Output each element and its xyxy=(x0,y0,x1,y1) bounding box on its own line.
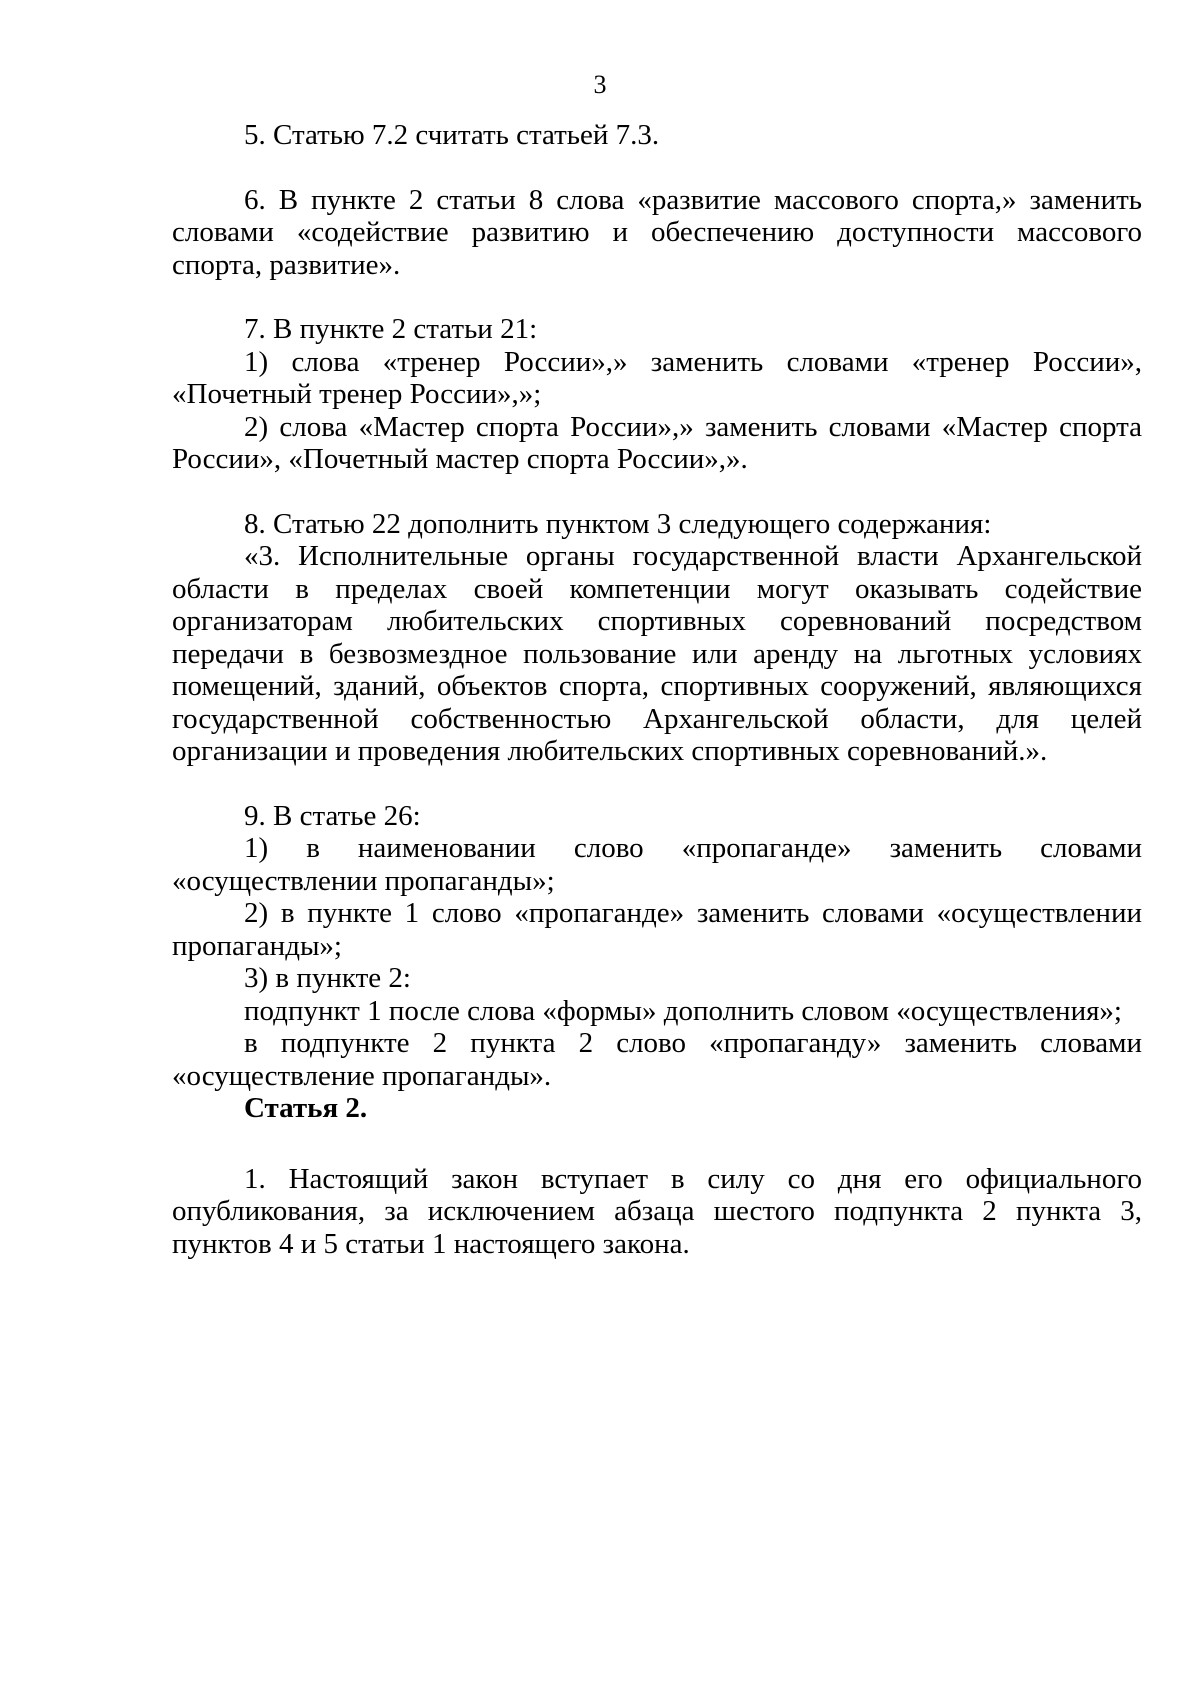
item-8-intro: 8. Статью 22 дополнить пунктом 3 следующего содержания: xyxy=(244,507,992,540)
item-8-quoted-text: «3. Исполнительные органы государственной власти Архангельской области в пределах своей компетенции могут оказывать содействие организаторам любительских спортивных соревнований посредством передачи в безвозмездное пользование или аренду на льготных условиях помещений, зданий, объектов спорта, спортивных сооружений, являющихся государственной собственностью Архангельской области, для целей организации и проведения любительских спортивных соревнований.». xyxy=(172,540,1142,767)
item-7-intro: 7. В пункте 2 статьи 21: xyxy=(244,313,538,345)
item-7-subitem-2: 2) слова «Мастер спорта России»,» заменить словами «Мастер спорта России», «Почетный мастер спорта России»,». xyxy=(172,410,1142,475)
item-6: 6. В пункте 2 статьи 8 слова «развитие массового спорта,» заменить словами «содействие развитию и обеспечению доступности массового спорта, развитие». xyxy=(172,183,1142,281)
document-body xyxy=(172,119,1142,1260)
item-9-intro: 9. В статье 26: xyxy=(244,799,421,832)
item-9-subitem-3b: в подпункте 2 пункта 2 слово «пропаганду» заменить словами «осуществление пропаганды». xyxy=(172,1027,1142,1092)
item-9-subitem-3: 3) в пункте 2: xyxy=(244,962,411,994)
item-7-subitem-1: 1) слова «тренер России»,» заменить словами «тренер России», «Почетный тренер России»,»; xyxy=(172,345,1142,410)
page-number: 3 xyxy=(593,70,607,99)
item-9-subitem-1: 1) в наименовании слово «пропаганде» заменить словами «осуществлении пропаганды»; xyxy=(172,832,1142,897)
item-5: 5. Статью 7.2 считать статьей 7.3. xyxy=(244,119,660,151)
article-2-item-1: 1. Настоящий закон вступает в силу со дня его официального опубликования, за исключением абзаца шестого подпункта 2 пункта 3, пунктов 4 и 5 статьи 1 настоящего закона. xyxy=(172,1162,1142,1260)
item-9-subitem-3a: подпункт 1 после слова «формы» дополнить словом «осуществления»; xyxy=(244,994,1122,1027)
article-2-heading: Статья 2. xyxy=(244,1092,368,1124)
item-9-subitem-2: 2) в пункте 1 слово «пропаганде» заменить словами «осуществлении пропаганды»; xyxy=(172,897,1142,962)
